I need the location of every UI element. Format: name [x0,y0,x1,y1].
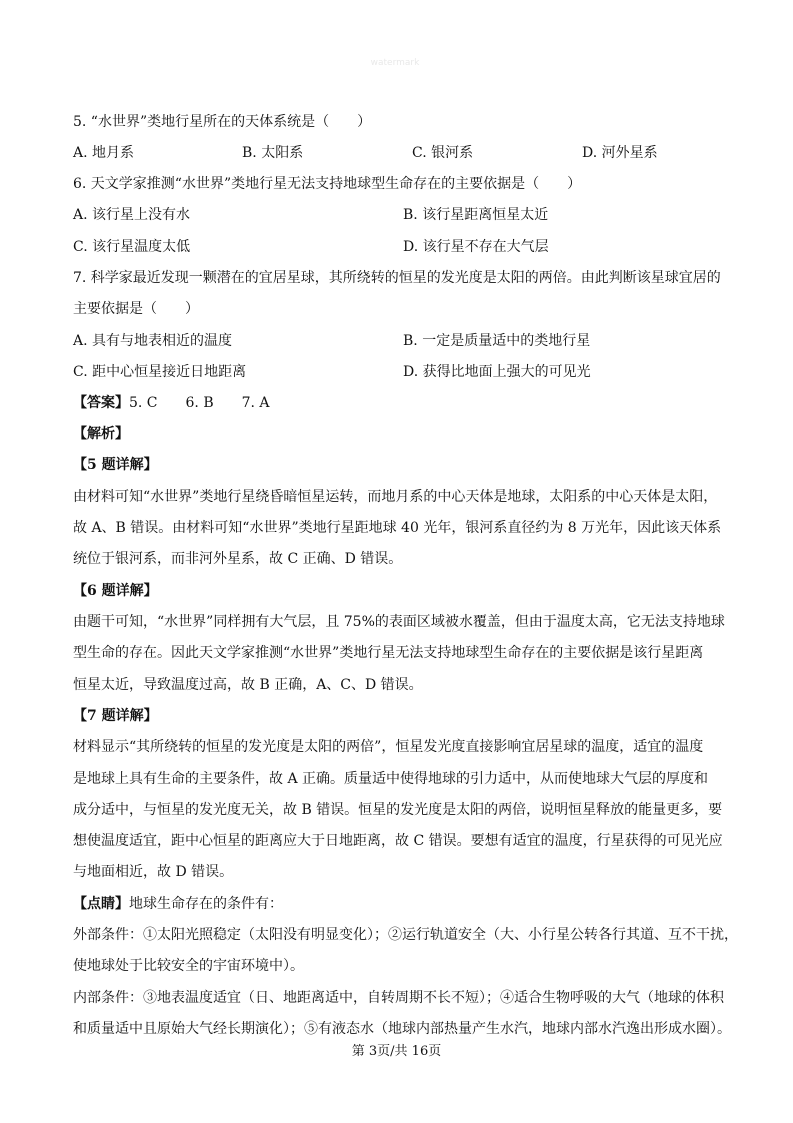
question-7-option-c: C. 距中心恒星接近日地距离 [73,364,247,380]
question-6-option-a: A. 该行星上没有水 [73,207,191,223]
q5-detail-line: 统位于银河系，而非河外星系，故 C 正确、D 错误。 [73,551,403,567]
q5-detail-line: 由材料可知“水世界”类地行星绕昏暗恒星运转，而地月系的中心天体是地球，太阳系的中心天体是太阳， [73,489,718,505]
tip-line: 内部条件：③地表温度适宜（日、地距离适中，自转周期不长不短）；④适合生物呼吸的大气（地球的体积 [73,990,724,1006]
q7-detail-title: 【7 题详解】 [73,708,158,724]
q5-detail-title: 【5 题详解】 [73,457,158,473]
q7-detail-line: 成分适中，与恒星的发光度无关，故 B 错误。恒星的发光度是太阳的两倍，说明恒星释放的能量更多，要 [73,802,723,818]
question-7-option-a: A. 具有与地表相近的温度 [73,333,233,349]
analysis-label: 【解析】 [73,426,129,442]
q7-detail-line: 材料显示“其所绕转的恒星的发光度是太阳的两倍”，恒星发光度直接影响宜居星球的温度，适宜的温度 [73,739,704,755]
question-7-stem-line-1: 7. 科学家最近发现一颗潜在的宜居星球，其所绕转的恒星的发光度是太阳的两倍。由此判断该星球宜居的 [73,270,721,286]
q6-detail-line: 由题干可知，“水世界”同样拥有大气层，且 75%的表面区域被水覆盖，但由于温度太高，它无法支持地球 [73,614,725,630]
answer-label: 【答案】 [73,395,129,411]
question-5-option-d: D. 河外星系 [582,145,658,161]
q7-detail-line: 想使温度适宜，距中心恒星的距离应大于日地距离，故 C 错误。要想有适宜的温度，行星获得的可见光应 [73,833,723,849]
q6-detail-line: 恒星太近，导致温度过高，故 B 正确，A、C、D 错误。 [73,677,423,693]
question-5-option-a: A. 地月系 [73,145,135,161]
q7-detail-line: 是地球上具有生命的主要条件，故 A 正确。质量适中使得地球的引力适中，从而使地球大气层的厚度和 [73,771,709,787]
tip-heading: 地球生命存在的条件有： [129,896,283,912]
question-7-stem-line-2: 主要依据是（ ） [73,301,199,317]
question-6-stem: 6. 天文学家推测“水世界”类地行星无法支持地球型生命存在的主要依据是（ ） [73,176,582,192]
tip-row [73,894,283,914]
q7-detail-line: 与地面相近，故 D 错误。 [73,864,234,880]
answer-row [73,393,270,413]
question-5-stem: 5. “水世界”类地行星所在的天体系统是（ ） [73,114,372,130]
header-watermark: watermark [370,58,420,68]
q6-detail-line: 型生命的存在。因此天文学家推测“水世界”类地行星无法支持地球型生命存在的主要依据是该行星距离 [73,645,704,661]
question-5-option-c: C. 银河系 [412,145,474,161]
answer-values: 5. C 6. B 7. A [129,395,270,411]
question-7-option-b: B. 一定是质量适中的类地行星 [403,333,591,349]
tip-label: 【点睛】 [73,896,129,912]
q6-detail-title: 【6 题详解】 [73,583,158,599]
tip-line: 外部条件：①太阳光照稳定（太阳没有明显变化）；②运行轨道安全（大、小行星公转各行其道、互不干扰， [73,927,738,943]
question-7-option-d: D. 获得比地面上强大的可见光 [403,364,591,380]
question-6-option-c: C. 该行星温度太低 [73,239,191,255]
tip-line: 使地球处于比较安全的宇宙环境中）。 [73,958,304,974]
question-5-option-b: B. 太阳系 [242,145,304,161]
question-6-option-b: B. 该行星距离恒星太近 [403,207,549,223]
question-6-option-d: D. 该行星不存在大气层 [403,239,549,255]
q5-detail-line: 故 A、B 错误。由材料可知“水世界”类地行星距地球 40 光年，银河系直径约为 8 万光年，因此该天体系 [73,520,722,536]
tip-line: 和质量适中且原始大气经长期演化）；⑤有液态水（地球内部热量产生水汽，地球内部水汽逸出形成水圈）。 [73,1021,731,1037]
page-number: 第 3页/共 16页 [351,1044,442,1059]
